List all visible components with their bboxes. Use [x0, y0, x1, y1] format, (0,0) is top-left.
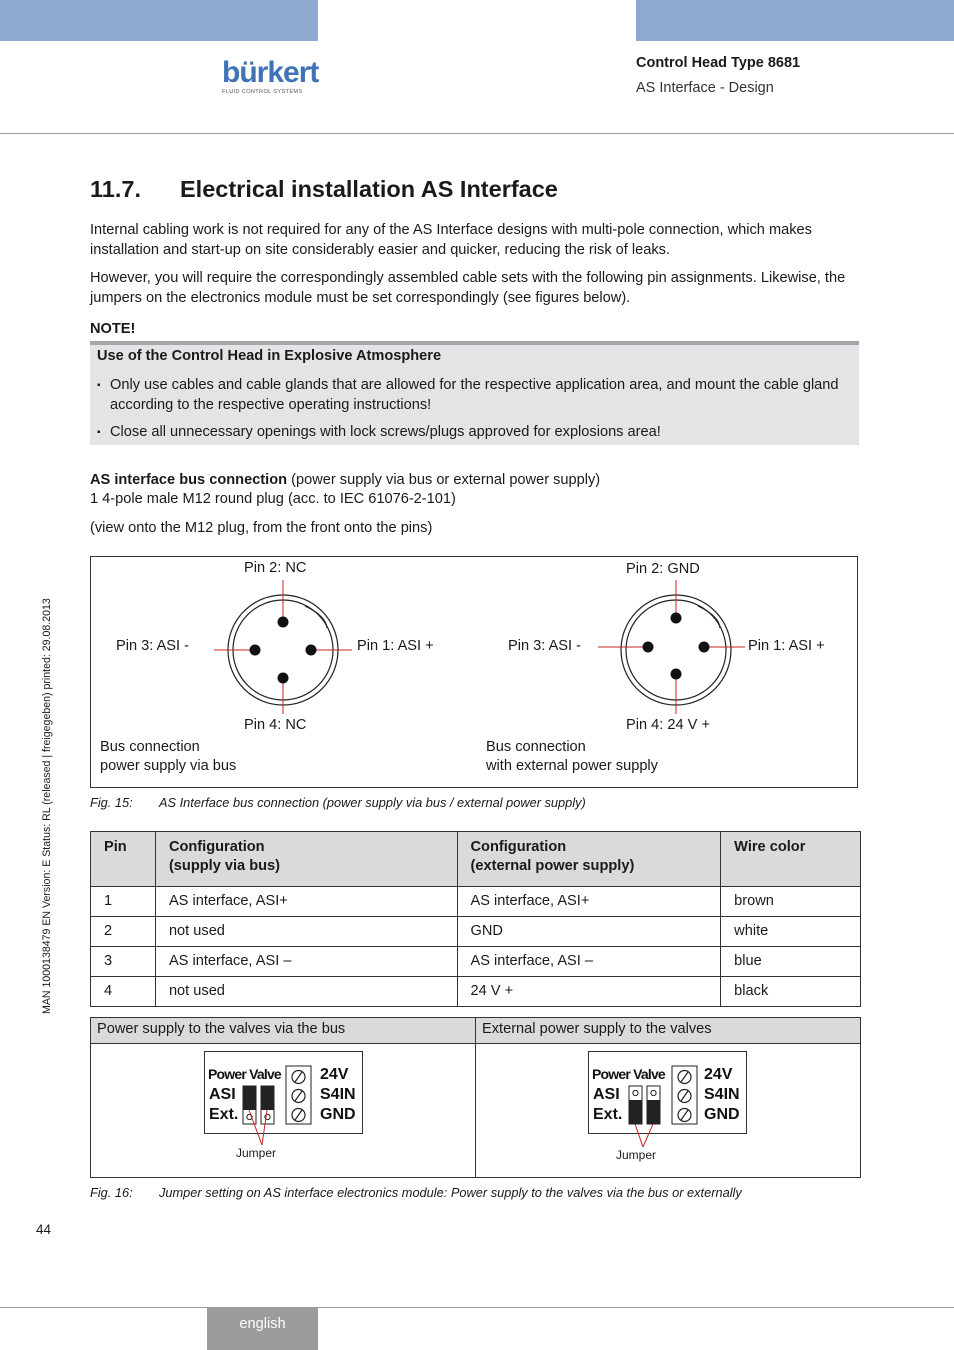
right-pin1-label: Pin 1: ASI + [748, 638, 825, 654]
jumper-label-external: Jumper [616, 1148, 657, 1162]
document-subtitle: AS Interface - Design [636, 80, 774, 96]
plug-description: 1 4-pole male M12 round plug (acc. to IEC 61076-2-101) [90, 491, 456, 507]
right-pin3-label: Pin 3: ASI - [508, 638, 582, 654]
right-pin4-label: Pin 4: 24 V + [626, 717, 710, 733]
module-ext-label: Ext. [209, 1106, 239, 1123]
bus-supply-header: Power supply to the valves via the bus [97, 1021, 346, 1037]
header-pin: Pin [91, 832, 156, 887]
jumper-cap-1 [243, 1086, 256, 1110]
module-asi-label: ASI [209, 1086, 236, 1103]
module-gnd-label: GND [704, 1106, 740, 1123]
note-title: Use of the Control Head in Explosive Atmosphere [97, 348, 442, 364]
note-bullet-text: Close all unnecessary openings with lock screws/plugs approved for explosions area! [110, 424, 661, 440]
external-supply-header: External power supply to the valves [482, 1021, 712, 1037]
module-s4in-label: S4IN [320, 1086, 356, 1103]
bullet-marker: ▪ [97, 427, 101, 438]
cell-pin: 3 [91, 947, 156, 977]
cell-wire-color: white [721, 917, 861, 947]
document-title: Control Head Type 8681 [636, 55, 801, 71]
header-wire-color: Wire color [721, 832, 861, 887]
figure15-caption: AS Interface bus connection (power supply via bus / external power supply) [159, 795, 586, 810]
jumper-cap-2 [261, 1086, 274, 1110]
cell-wire-color: brown [721, 887, 861, 917]
jumper-block-bus [243, 1066, 311, 1145]
jumper-block-external [629, 1066, 697, 1147]
cell-config-external: AS interface, ASI – [457, 947, 721, 977]
document-side-info [37, 500, 57, 1020]
figure16-caption: Jumper setting on AS interface electronics module: Power supply to the valves via the bus or externally [159, 1185, 742, 1200]
module-24v-label: 24V [320, 1066, 349, 1083]
cell-pin: 2 [91, 917, 156, 947]
module-gnd-label: GND [320, 1106, 356, 1123]
left-pin3-label: Pin 3: ASI - [116, 638, 190, 654]
cell-config-bus: AS interface, ASI – [155, 947, 457, 977]
module-24v-label: 24V [704, 1066, 733, 1083]
figure15-label: Fig. 15: [90, 795, 133, 810]
cell-config-bus: not used [155, 977, 457, 1007]
cell-config-external: 24 V + [457, 977, 721, 1007]
logo-wordmark: bürkert [222, 56, 319, 89]
cell-wire-color: blue [721, 947, 861, 977]
module-title: Power Valve [592, 1066, 665, 1082]
footer-divider [0, 1307, 954, 1308]
header-config-external: Configuration (external power supply) [457, 832, 721, 887]
bus-connection-bold: AS interface bus connection [90, 472, 288, 488]
section-title: Electrical installation AS Interface [180, 176, 558, 202]
left-caption-line1: Bus connection [100, 739, 200, 755]
jumper-cap-2 [647, 1100, 660, 1124]
bullet-marker: ▪ [97, 380, 101, 391]
cell-config-bus: AS interface, ASI+ [155, 887, 457, 917]
cell-pin: 1 [91, 887, 156, 917]
bus-connection-rest: (power supply via bus or external power supply) [287, 472, 601, 488]
module-asi-label: ASI [593, 1086, 620, 1103]
right-pin2-label: Pin 2: GND [626, 561, 700, 577]
logo-tagline: FLUID CONTROL SYSTEMS [222, 89, 303, 95]
section-number: 11.7. [90, 176, 141, 202]
language-tab: english [207, 1308, 318, 1350]
right-caption-line2: with external power supply [486, 758, 658, 774]
intro-paragraph: Internal cabling work is not required for any of the AS Interface designs with multi-pole connection, which makes installation and start-up on site considerably easier and quicker, reducing the risk of leaks. [90, 222, 812, 258]
document-status-text: MAN 1000138479 EN Version: E Status: RL (released | freigegeben) printed: 29.08.2013 [41, 598, 53, 1014]
cell-pin: 4 [91, 977, 156, 1007]
jumper-label-bus: Jumper [236, 1146, 277, 1160]
cell-config-external: GND [457, 917, 721, 947]
left-pin2-label: Pin 2: NC [244, 560, 307, 576]
right-caption-line1: Bus connection [486, 739, 586, 755]
figure16-label: Fig. 16: [90, 1185, 133, 1200]
header-config-bus: Configuration (supply via bus) [155, 832, 457, 887]
cell-config-bus: not used [155, 917, 457, 947]
cable-paragraph: However, you will require the correspondingly assembled cable sets with the following pin assignments. Likewise, the jumpers on the electronics module must be set correspondingly (see figures below). [90, 270, 846, 306]
jumper-cap-1 [629, 1100, 642, 1124]
left-pin4-label: Pin 4: NC [244, 717, 307, 733]
cell-config-external: AS interface, ASI+ [457, 887, 721, 917]
page-number: 44 [36, 1222, 52, 1237]
module-title: Power Valve [208, 1066, 281, 1082]
note-label: NOTE! [90, 321, 136, 337]
module-s4in-label: S4IN [704, 1086, 740, 1103]
note-bullet-text: Only use cables and cable glands that are allowed for the respective application area, and mount the cable gland according to the respective operating instructions! [110, 377, 839, 413]
left-caption-line2: power supply via bus [100, 758, 237, 774]
cell-wire-color: black [721, 977, 861, 1007]
module-ext-label: Ext. [593, 1106, 623, 1123]
jumper-pointer-external [635, 1124, 653, 1147]
left-pin1-label: Pin 1: ASI + [357, 638, 434, 654]
plug-view-note: (view onto the M12 plug, from the front onto the pins) [90, 520, 433, 536]
